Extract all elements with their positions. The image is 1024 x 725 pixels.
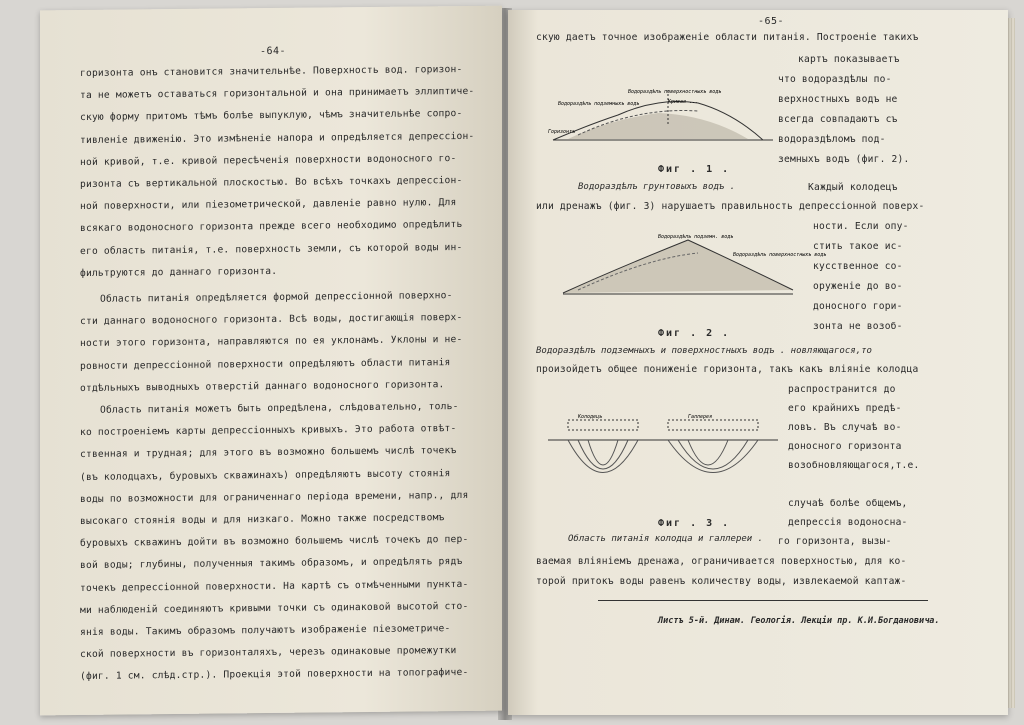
text-line: произойдетъ общее пониженіе горизонта, такъ какъ вліяніе колодца	[536, 364, 919, 375]
text-line: ной кривой, т.е. кривой пересѣченія поверхности водоносного го-	[80, 153, 457, 169]
text-line: ко построеніемъ карты депрессіонныхъ кривыхъ. Это работа отвѣт-	[80, 423, 457, 439]
text-line: та не можетъ оставаться горизонтальной и она принимаетъ эллиптиче-	[80, 85, 475, 102]
text-line: воды по возможности для ограниченнаго періода времени, напр., для	[80, 489, 469, 506]
figure-1-caption: Фиг . 1 .	[658, 164, 731, 175]
text-line: (фиг. 1 см. слѣд.стр.). Проекція этой поверхности на топографиче-	[80, 666, 469, 683]
figure-label: Галлерея	[688, 414, 713, 420]
page-number: -64-	[260, 45, 287, 58]
text-line: ности. Если опу-	[813, 221, 909, 232]
text-line: верхностныхъ водъ не	[778, 94, 898, 105]
text-line: высокаго стоянія воды и для низкаго. Можно также посредствомъ	[80, 512, 445, 528]
text-line: точекъ депрессіонной поверхности. На картѣ съ отмѣченными пункта-	[80, 578, 469, 595]
text-line: оруженіе до во-	[813, 281, 903, 292]
figure-1-diagram	[548, 85, 778, 150]
text-line: ваемая вліяніемъ дренажа, ограничивается поверхностью, для ко-	[536, 556, 907, 567]
text-line: стить такое ис-	[813, 241, 903, 252]
text-line: земныхъ водъ (фиг. 2).	[778, 154, 910, 165]
text-line: возобновляющагося,т.е.	[788, 460, 920, 471]
text-line: фильтруются до даннаго горизонта.	[80, 265, 278, 280]
text-line: ственная и трудная; для этого въ возможно большемъ числѣ точекъ	[80, 445, 457, 461]
text-line: отдѣльныхъ выводныхъ отверстій даннаго водоносного горизонта.	[80, 379, 445, 395]
text-line: ми наблюденій соединяютъ кривыми точки съ одинаковой высотой сто-	[80, 600, 469, 617]
text-line: или дренажъ (фиг. 3) нарушаетъ правильность депрессіонной поверх-	[536, 201, 925, 212]
text-line: горизонта онъ становится значительнѣе. Поверхность вод. горизон-	[80, 63, 463, 80]
left-page	[40, 6, 502, 716]
text-line: тивленіе движенію. Это измѣненіе напора и опредѣляется депрессіон-	[80, 130, 475, 147]
right-page	[508, 10, 1008, 715]
figure-label: Горизонтъ	[548, 129, 576, 135]
text-line: доносного горизонта	[788, 441, 902, 452]
figure-label: Водораздѣлъ подземныхъ водъ	[558, 101, 640, 107]
text-line: скую форму притомъ тѣмъ болѣе выпуклую, чѣмъ значительнѣе сопро-	[80, 107, 463, 124]
page-number: -65-	[758, 16, 785, 27]
text-line: го горизонта, вызы-	[778, 536, 892, 547]
text-line: водораздѣломъ под-	[778, 134, 886, 145]
text-line: Каждый колодецъ	[808, 182, 898, 193]
text-line: случаѣ болѣе общемъ,	[788, 498, 908, 509]
text-line: ловъ. Въ случаѣ во-	[788, 422, 902, 433]
text-line: депрессія водоносна-	[788, 517, 908, 528]
open-book	[40, 8, 1015, 720]
figure-label: Колодецъ	[578, 414, 603, 420]
figure-label: Кривая ...	[668, 99, 699, 105]
figure-label: Водораздѣлъ поверхностныхъ водъ	[628, 89, 722, 95]
text-line: зонта не возоб-	[813, 321, 903, 332]
text-line: вой воды; глубины, полученныя такимъ образомъ, и опредѣлять рядъ	[80, 555, 463, 572]
figure-3-description: Область питанія колодца и галлереи .	[568, 534, 764, 544]
text-line: доносного гори-	[813, 301, 903, 312]
text-line: ровности депрессіонной поверхности опредѣляютъ области питанія	[80, 357, 451, 373]
text-line: ской поверхности въ горизонталяхъ, черезъ одинаковые промежутки	[80, 645, 457, 661]
text-line: янія воды. Такимъ образомъ получаютъ изображеніе піезометриче-	[80, 623, 451, 639]
text-line: картъ показываетъ	[798, 54, 900, 65]
text-line: ности этого горизонта, направляются по ея уклонамъ. Уклоны и не-	[80, 333, 463, 350]
footer-rule	[598, 600, 928, 601]
text-line: ризонта съ вертикальной плоскостью. Во всѣхъ точкахъ депрессіон-	[80, 174, 463, 191]
text-line: его область питанія, т.е. поверхность земли, съ которой воды ин-	[80, 241, 463, 258]
text-line: что водораздѣлы по-	[778, 74, 892, 85]
figure-3-caption: Фиг . 3 .	[658, 518, 731, 529]
text-line: (въ колодцахъ, буровыхъ скважинахъ) опредѣляютъ высоту стоянія	[80, 468, 451, 484]
figure-1-description: Водораздѣлъ грунтовыхъ водъ .	[578, 182, 736, 192]
text-line: Область питанія опредѣляется формой депрессіонной поверхно-	[100, 290, 453, 305]
text-line: его крайнихъ предѣ-	[788, 403, 902, 414]
text-line: распространится до	[788, 384, 896, 395]
figure-2-description: Водораздѣлъ подземныхъ и поверхностныхъ водъ . новляющагося,то	[536, 346, 872, 356]
figure-3-diagram	[548, 410, 778, 500]
text-line: ной поверхности, или піезометрической, давленіе равно нулю. Для	[80, 197, 457, 213]
figure-2-diagram	[558, 228, 827, 308]
text-line: кусственное со-	[813, 261, 903, 272]
text-line: скую даетъ точное изображеніе области питанія. Построеніе такихъ	[536, 32, 919, 43]
figure-label: Водораздѣлъ поверхностныхъ водъ	[733, 252, 827, 258]
text-line: торой притокъ воды равенъ количеству воды, извлекаемой каптаж-	[536, 576, 907, 587]
text-line: буровыхъ скважинъ дойти въ возможно большемъ числѣ точекъ до пер-	[80, 533, 469, 550]
figure-2-caption: Фиг . 2 .	[658, 328, 731, 339]
text-line: сти даннаго водоносного горизонта. Всѣ воды, достигающія поверх-	[80, 311, 463, 328]
footer-note: Листъ 5-й. Динам. Геологія. Лекціи пр. К.И.Богдановича.	[658, 616, 940, 626]
text-line: Область питанія можетъ быть опредѣлена, слѣдовательно, толь-	[100, 401, 459, 416]
figure-label: Водораздѣлъ подземн. водъ	[658, 234, 734, 240]
text-line: всякаго водоносного горизонта прежде всего необходимо опредѣлить	[80, 218, 463, 235]
text-line: всегда совпадаютъ съ	[778, 114, 898, 125]
